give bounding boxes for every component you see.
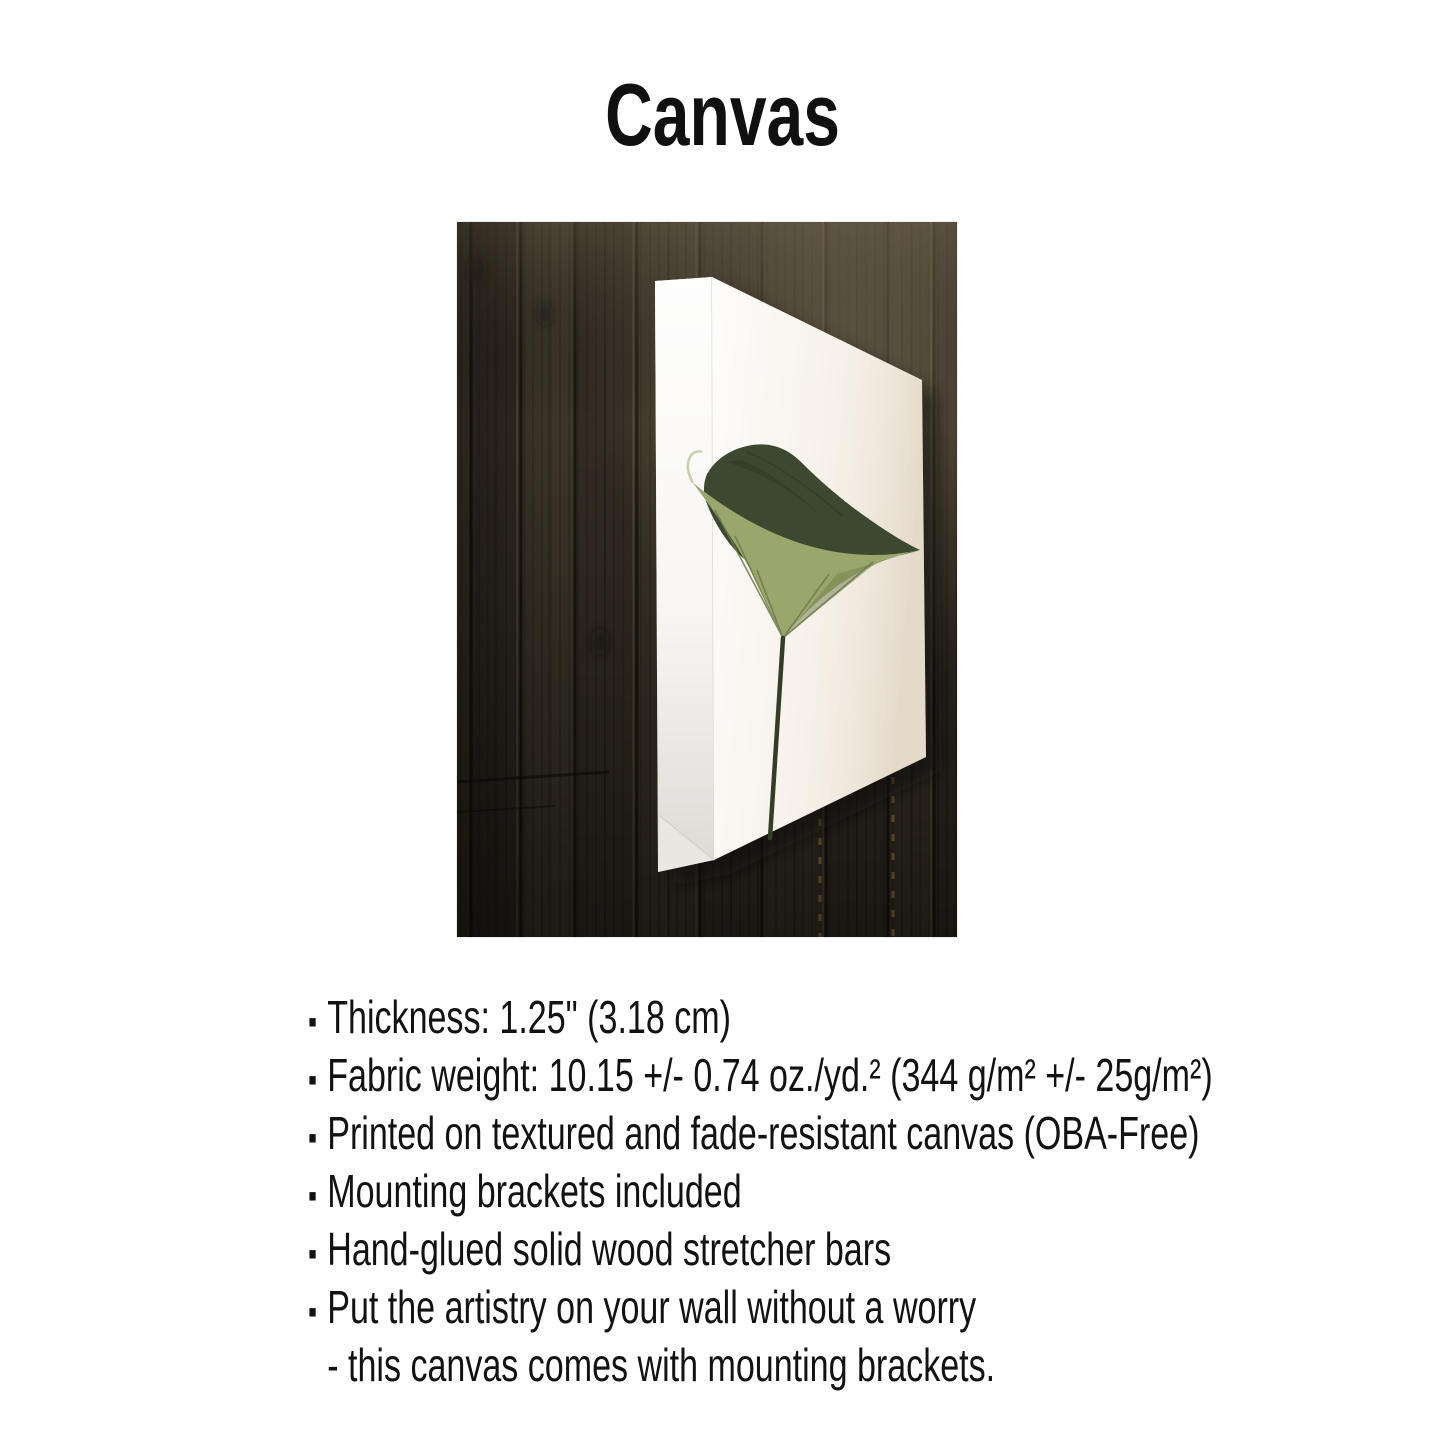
canvas-side-edge [655,277,714,872]
bullet-marker: ▪ [308,1119,317,1157]
spec-item [308,1336,1445,1394]
spec-item [308,1220,1445,1278]
spec-text: Put the artistry on your wall without a worry [327,1281,977,1333]
spec-list [308,988,1445,1394]
bullet-marker: ▪ [308,1293,317,1331]
spec-item [308,1046,1445,1104]
spec-item [308,1162,1445,1220]
product-photo [457,222,957,937]
spec-text: Hand-glued solid wood stretcher bars [327,1223,892,1275]
spec-text: Printed on textured and fade-resistant canvas (OBA-Free) [327,1107,1200,1159]
product-photo-graphic [457,222,957,937]
page-title-text: Canvas [605,65,840,164]
bullet-marker: ▪ [308,1061,317,1099]
spec-item [308,988,1445,1046]
page-title [0,64,1445,165]
spec-text: - this canvas comes with mounting brackets. [327,1339,996,1391]
bullet-marker: ▪ [308,1003,317,1041]
bullet-marker: ▪ [308,1177,317,1215]
bullet-marker: ▪ [308,1235,317,1273]
spec-text: Thickness: 1.25" (3.18 cm) [327,991,731,1043]
spec-item [308,1278,1445,1336]
spec-text: Fabric weight: 10.15 +/- 0.74 oz./yd.² (344 g/m² +/- 25g/m²) [327,1049,1213,1101]
spec-item [308,1104,1445,1162]
spec-text: Mounting brackets included [327,1165,742,1217]
